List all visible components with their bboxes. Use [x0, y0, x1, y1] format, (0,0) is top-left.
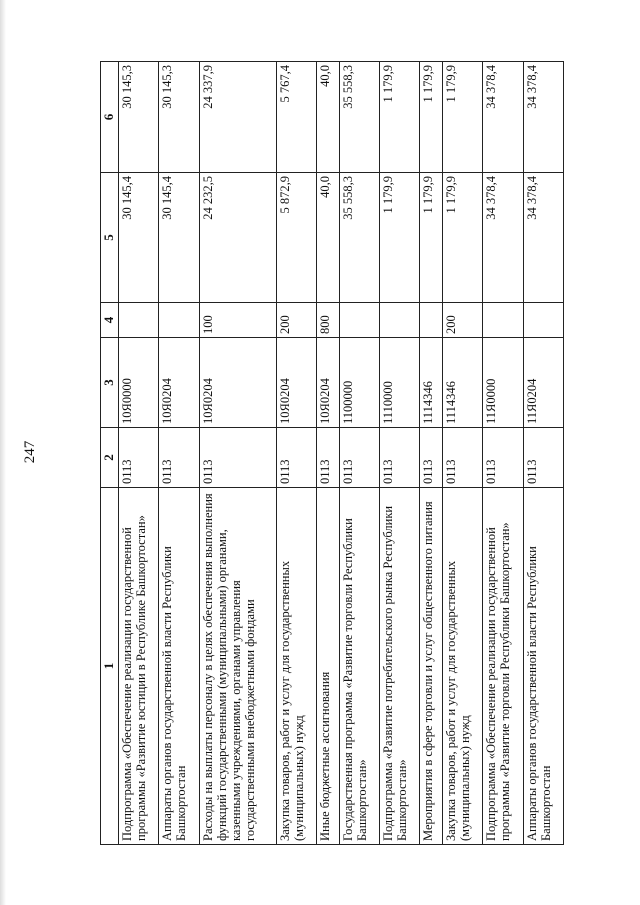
row-name: Государственная программа «Развитие торговли Республики Башкортостан»	[339, 488, 379, 845]
row-name: Расходы на выплаты персоналу в целях обеспечения выполнения функций государственными (муниципальными) органами, казенными учреждениями, органами управления государственными внебюджетными фондами	[199, 488, 276, 845]
row-section-code: 0113	[119, 428, 159, 488]
row-target-code: 10Я0204	[199, 338, 276, 428]
header-col-3: 3	[101, 338, 119, 428]
row-expense-type	[379, 303, 419, 338]
row-section-code: 0113	[483, 428, 523, 488]
row-amount-1: 34 378,4	[483, 173, 523, 303]
header-col-2: 2	[101, 428, 119, 488]
table-row	[442, 62, 482, 845]
header-row	[101, 62, 119, 845]
row-section-code: 0113	[159, 428, 199, 488]
row-target-code: 11Я0204	[523, 338, 564, 428]
row-expense-type	[339, 303, 379, 338]
table-row	[379, 62, 419, 845]
row-target-code: 10Я0000	[119, 338, 159, 428]
row-expense-type	[159, 303, 199, 338]
row-expense-type: 800	[317, 303, 339, 338]
row-name: Аппараты органов государственной власти Республики Башкортостан	[523, 488, 564, 845]
row-section-code: 0113	[276, 428, 316, 488]
table-row	[276, 62, 316, 845]
row-amount-2: 40,0	[317, 62, 339, 173]
row-target-code: 10Я0204	[276, 338, 316, 428]
row-amount-1: 34 378,4	[523, 173, 564, 303]
table-row	[119, 62, 159, 845]
header-col-6: 6	[101, 62, 119, 173]
row-expense-type: 200	[442, 303, 482, 338]
row-amount-1: 1 179,9	[442, 173, 482, 303]
row-amount-2: 35 558,3	[339, 62, 379, 173]
row-name: Закупка товаров, работ и услуг для государственных (муниципальных) нужд	[442, 488, 482, 845]
row-amount-1: 30 145,4	[119, 173, 159, 303]
table-row	[483, 62, 523, 845]
row-amount-1: 5 872,9	[276, 173, 316, 303]
row-target-code: 1114346	[442, 338, 482, 428]
row-target-code: 1110000	[379, 338, 419, 428]
row-expense-type	[483, 303, 523, 338]
row-amount-2: 24 337,9	[199, 62, 276, 173]
row-amount-1: 24 232,5	[199, 173, 276, 303]
row-section-code: 0113	[339, 428, 379, 488]
row-target-code: 1100000	[339, 338, 379, 428]
table-row	[420, 62, 442, 845]
table-row	[523, 62, 564, 845]
row-section-code: 0113	[420, 428, 442, 488]
row-amount-2: 30 145,3	[119, 62, 159, 173]
row-section-code: 0113	[199, 428, 276, 488]
row-name: Подпрограмма «Обеспечение реализации государственной программы «Развитие торговли Республики Башкортостан»	[483, 488, 523, 845]
row-name: Подпрограмма «Развитие потребительского рынка Республики Башкортостан»	[379, 488, 419, 845]
row-amount-1: 35 558,3	[339, 173, 379, 303]
row-amount-2: 30 145,3	[159, 62, 199, 173]
row-section-code: 0113	[442, 428, 482, 488]
table-row	[199, 62, 276, 845]
scan-edge	[0, 0, 6, 905]
row-amount-1: 40,0	[317, 173, 339, 303]
row-section-code: 0113	[317, 428, 339, 488]
row-amount-1: 1 179,9	[379, 173, 419, 303]
row-amount-2: 1 179,9	[442, 62, 482, 173]
row-expense-type	[523, 303, 564, 338]
table-row	[339, 62, 379, 845]
row-amount-2: 34 378,4	[483, 62, 523, 173]
row-section-code: 0113	[379, 428, 419, 488]
header-col-4: 4	[101, 303, 119, 338]
row-amount-1: 1 179,9	[420, 173, 442, 303]
row-expense-type: 200	[276, 303, 316, 338]
row-target-code: 11Я0000	[483, 338, 523, 428]
row-name: Закупка товаров, работ и услуг для государственных (муниципальных) нужд	[276, 488, 316, 845]
page-number: 247	[22, 440, 38, 464]
row-target-code: 10Я0204	[317, 338, 339, 428]
row-amount-2: 34 378,4	[523, 62, 564, 173]
row-amount-1: 30 145,4	[159, 173, 199, 303]
row-expense-type	[119, 303, 159, 338]
budget-table	[100, 61, 564, 845]
header-col-1: 1	[101, 488, 119, 845]
row-target-code: 1114346	[420, 338, 442, 428]
row-name: Подпрограмма «Обеспечение реализации государственной программы «Развитие юстиции в Республике Башкортостан»	[119, 488, 159, 845]
table-row	[159, 62, 199, 845]
header-col-5: 5	[101, 173, 119, 303]
row-amount-2: 1 179,9	[379, 62, 419, 173]
table-row	[317, 62, 339, 845]
row-amount-2: 1 179,9	[420, 62, 442, 173]
row-name: Аппараты органов государственной власти Республики Башкортостан	[159, 488, 199, 845]
row-name: Мероприятия в сфере торговли и услуг общественного питания	[420, 488, 442, 845]
row-expense-type: 100	[199, 303, 276, 338]
row-expense-type	[420, 303, 442, 338]
row-name: Иные бюджетные ассигнования	[317, 488, 339, 845]
row-section-code: 0113	[523, 428, 564, 488]
row-target-code: 10Я0204	[159, 338, 199, 428]
rotated-page-content	[100, 62, 564, 845]
row-amount-2: 5 767,4	[276, 62, 316, 173]
